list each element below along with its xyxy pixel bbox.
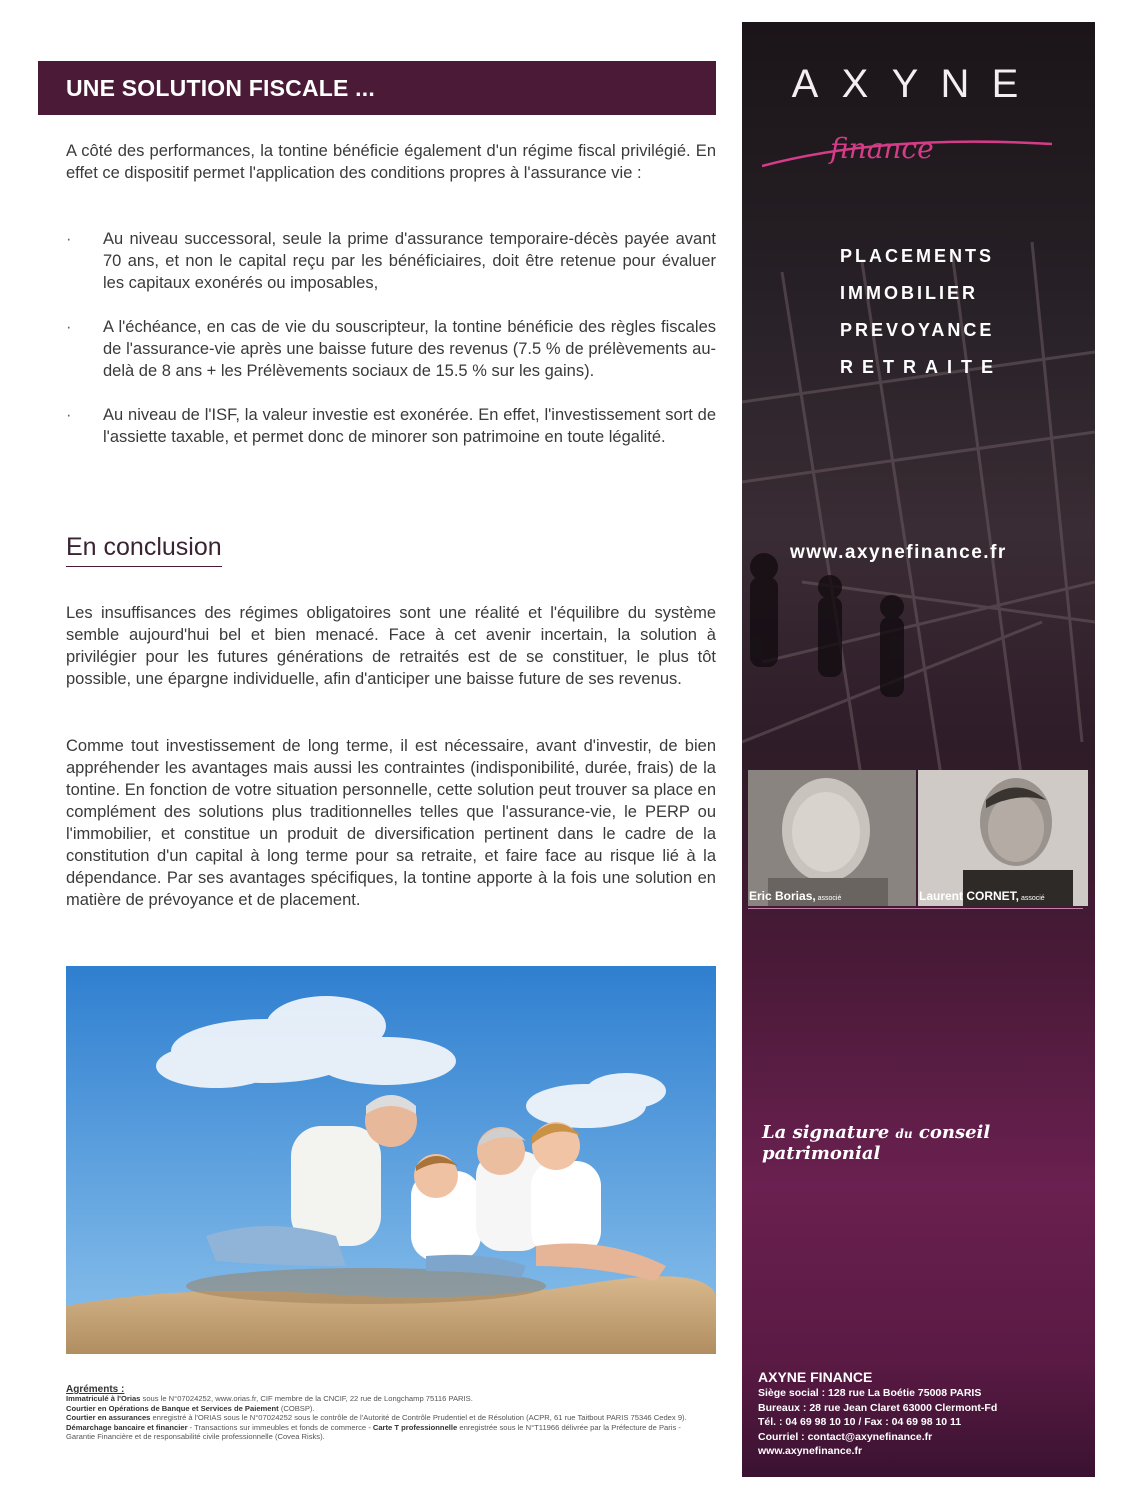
service-item: RETRAITE xyxy=(840,357,1002,377)
service-item: PREVOYANCE xyxy=(840,320,995,340)
logo-letter: Y xyxy=(891,62,923,106)
conclusion-heading: En conclusion xyxy=(66,533,222,567)
logo-wordmark xyxy=(782,62,1032,107)
services-list xyxy=(840,244,1002,392)
bullet-item xyxy=(66,316,716,382)
footer-line-text: enregistré à l'ORIAS sous le N°07024252 sous le contrôle de l'Autorité de Contrôle Prudentiel et de Résolution (ACPR, 61 rue Taitbout PARIS 75346 Cedex 9). xyxy=(150,1413,687,1423)
website-url: www.axynefinance.fr xyxy=(790,542,1007,563)
footer-line xyxy=(66,1423,706,1442)
bullet-text: Au niveau successoral, seule la prime d'assurance temporaire-décès payée avant 70 ans, et non le capital reçu par les bénéficiaires, doit être retenue pour évaluer les capitaux exonérés ou imposables, xyxy=(103,230,716,292)
section-title-bar: UNE SOLUTION FISCALE ... xyxy=(38,61,716,115)
footer-line-text: enregistrée sous le N°T11966 délivrée par la Préfecture de Paris - Garantie Financière et de responsabilité civile professionnelle (Covea Risks). xyxy=(66,1422,681,1442)
footer-line-bold: Immatriculé à l'Orias xyxy=(66,1394,141,1404)
bullet-item xyxy=(66,228,716,294)
bullet-marker: · xyxy=(66,230,72,248)
caption-divider xyxy=(748,908,1083,909)
slogan-part: du xyxy=(895,1127,913,1141)
bullet-text: A l'échéance, en cas de vie du souscripteur, la tontine bénéficie des règles fiscales de l'assurance-vie après une baisse future des revenus (7.5 % de prélèvements au-delà de 8 ans + les Prélèvements sociaux de 15.5 % sur les gains). xyxy=(103,318,716,380)
axyne-finance-logo xyxy=(782,62,1072,165)
logo-letter: X xyxy=(841,62,873,106)
family-beach-photo xyxy=(66,966,716,1354)
logo-script-text: finance xyxy=(830,132,934,165)
sidebar-panel xyxy=(742,22,1095,1477)
slogan xyxy=(762,1122,1082,1164)
footer-line-text: - Transactions sur immeubles et fonds de commerce - xyxy=(187,1422,373,1432)
footer-line-bold: Courtier en Opérations de Banque et Services de Paiement xyxy=(66,1403,279,1413)
contact-block xyxy=(758,1368,997,1459)
website-small: www.axynefinance.fr xyxy=(758,1445,863,1457)
footer-line xyxy=(66,1413,706,1422)
partners-photo xyxy=(748,770,1088,906)
bullet-marker: · xyxy=(66,318,72,336)
logo-letter: A xyxy=(791,62,823,106)
partner-caption-1 xyxy=(749,889,841,903)
slogan-part: La signature xyxy=(762,1122,896,1143)
phone-fax: Tél. : 04 69 98 10 10 / Fax : 04 69 98 10 11 xyxy=(758,1416,962,1428)
partner-role: associé xyxy=(1019,895,1045,902)
partner-name: Eric Borias, xyxy=(749,889,816,903)
email: Courriel : contact@axynefinance.fr xyxy=(758,1430,933,1443)
footer-line-bold: Courtier en assurances xyxy=(66,1413,151,1423)
bullet-item xyxy=(66,404,716,448)
intro-paragraph: A côté des performances, la tontine bénéficie également d'un régime fiscal privilégié. En effet ce dispositif permet l'application des conditions propres à l'assurance vie : xyxy=(66,142,716,182)
footer-line-bold: Démarchage bancaire et financier xyxy=(66,1422,188,1432)
company-name: AXYNE FINANCE xyxy=(758,1369,873,1385)
service-item: PLACEMENTS xyxy=(840,246,995,266)
footer-heading: Agréments : xyxy=(66,1384,125,1395)
bullet-marker: · xyxy=(66,406,72,424)
footer-line-text: (COBSP). xyxy=(278,1403,315,1413)
footer-line xyxy=(66,1404,706,1413)
partner-caption-2 xyxy=(919,889,1045,903)
partner-name: Laurent CORNET, xyxy=(919,889,1020,903)
conclusion-paragraph-2: Comme tout investissement de long terme, il est nécessaire, avant d'investir, de bien appréhender les avantages mais aussi les contraintes (indisponibilité, durée, frais) de la tontine. En fonction de votre situation personnelle, cette solution peut trouver sa place en complément des solutions plus traditionnelles telles que l'assurance-vie, le PERP ou l'immobilier, et constitue un produit de diversification pertinent dans le cadre de la constitution d'un capital à long terme pour sa retraite, et faire face au risque lié à la dépendance. Par ses avantages spécifiques, la tontine apporte à la fois une solution en matière de prévoyance et de placement. xyxy=(66,737,716,909)
logo-letter: N xyxy=(940,62,974,106)
legal-footer xyxy=(66,1385,706,1441)
footer-line-text: sous le N°07024252, www.orias.fr, CIF membre de la CNCIF, 22 rue de Longchamp 75116 PARIS. xyxy=(140,1394,473,1404)
fiscal-bullet-list xyxy=(66,228,716,470)
footer-line-bold: Carte T professionnelle xyxy=(372,1422,458,1432)
logo-letter: E xyxy=(991,62,1023,106)
footer-line xyxy=(66,1394,706,1403)
slogan-part: conseil patrimonial xyxy=(762,1122,991,1164)
partner-role: associé xyxy=(815,895,842,902)
conclusion-paragraph-1: Les insuffisances des régimes obligatoires sont une réalité et l'équilibre du système semble aujourd'hui bel et bien menacé. Face à cet avenir incertain, la solution à privilégier pour les futures générations de retraités est de se constituer, le plus tôt possible, une épargne individuelle, afin d'anticiper une baisse future de ses revenus. xyxy=(66,604,716,688)
office-address: Bureaux : 28 rue Jean Claret 63000 Clermont-Fd xyxy=(758,1401,998,1414)
bullet-text: Au niveau de l'ISF, la valeur investie est exonérée. En effet, l'investissement sort de l'assiette taxable, et permet donc de minorer son patrimoine en toute légalité. xyxy=(103,406,716,446)
service-item: IMMOBILIER xyxy=(840,283,978,303)
head-office-address: Siège social : 128 rue La Boétie 75008 PARIS xyxy=(758,1387,982,1399)
